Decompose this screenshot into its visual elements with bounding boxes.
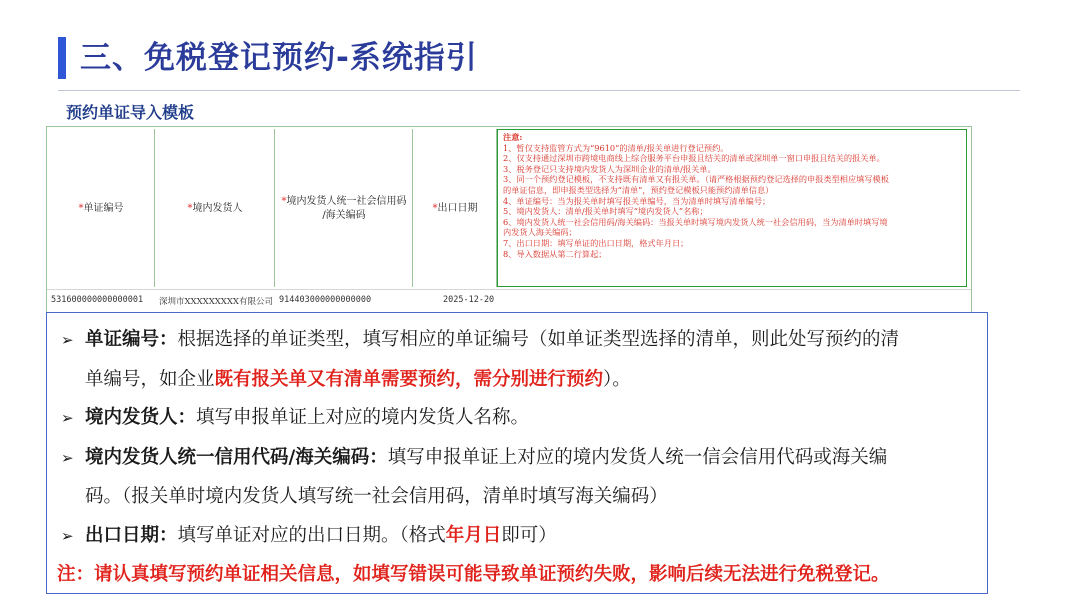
page-title: 三、免税登记预约-系统指引 bbox=[80, 40, 478, 76]
explain-shipper: ➢ 境内发货人：填写申报单证上对应的境内发货人名称。 bbox=[61, 405, 529, 431]
template-notes bbox=[497, 129, 967, 287]
arrow-bullet-icon: ➢ bbox=[61, 331, 74, 349]
explain-doc-no-cont: 单编号，如企业既有报关单又有清单需要预约，需分别进行预约）。 bbox=[85, 369, 631, 390]
explain-credit-code: ➢ 境内发货人统一信用代码/海关编码：填写申报单证上对应的境内发货人统一信会信用代码或海关编 bbox=[61, 445, 887, 471]
explain-export-date: ➢ 出口日期：填写单证对应的出口日期。（格式年月日即可） bbox=[61, 523, 557, 549]
sample-data-row bbox=[47, 289, 971, 312]
header-credit-code: *境内发货人统一社会信用码 /海关编码 bbox=[281, 196, 407, 221]
note-line: 3、税务登记只支持境内发货人为深圳企业的清单/报关单。 bbox=[503, 163, 716, 174]
date-format-highlight: 年月日 bbox=[445, 525, 502, 546]
header-shipper: * 境内发货人 bbox=[187, 203, 243, 214]
note-line: 2、仅支持通过深圳市跨境电商线上综合服务平台申报且结关的清单或深圳单一窗口申报且结关的报关单。 bbox=[503, 153, 885, 164]
note-line: 7、出口日期：填写单证的出口日期，格式年月日； bbox=[503, 237, 689, 248]
note-line: 8、导入数据从第二行算起； bbox=[503, 248, 607, 259]
header-doc-no: * 单证编号 bbox=[78, 203, 124, 214]
note-line: 的单证信息，即申报类型选择为“清单”，预约登记模板只能预约清单信息） bbox=[503, 184, 774, 195]
note-line: 内发货人海关编码； bbox=[503, 227, 577, 238]
sample-export-date: 2025-12-20 bbox=[443, 295, 495, 305]
warning-note: 注：请认真填写预约单证相关信息，如填写错误可能导致单证预约失败，影响后续无法进行免税登记。 bbox=[57, 564, 890, 585]
sample-doc-no: 531600000000000001 bbox=[51, 295, 144, 305]
arrow-bullet-icon: ➢ bbox=[61, 449, 74, 467]
import-template-table bbox=[46, 126, 972, 314]
note-line: 5、境内发货人：清单/报关单时填写“境内发货人”名称； bbox=[503, 206, 708, 217]
sample-shipper: 深圳市XXXXXXXXX有限公司 bbox=[159, 297, 273, 307]
arrow-bullet-icon: ➢ bbox=[61, 527, 74, 545]
note-line: 3、同一个预约登记模板，不支持既有清单又有报关单。（请严格根据预约登记选择的申报类型相应填写模板 bbox=[503, 174, 889, 185]
title-accent-bar bbox=[58, 37, 66, 79]
notes-heading: 注意: bbox=[503, 132, 523, 142]
title-divider bbox=[58, 90, 1020, 91]
arrow-bullet-icon: ➢ bbox=[61, 409, 74, 427]
sample-credit-code: 914403000000000000 bbox=[279, 295, 372, 305]
section-subtitle: 预约单证导入模板 bbox=[66, 103, 195, 122]
note-line: 6、境内发货人统一社会信用码/海关编码：当报关单时填写境内发货人统一社会信用码，当为清单时填写境 bbox=[503, 216, 888, 227]
header-export-date: * 出口日期 bbox=[432, 203, 478, 214]
doc-no-highlight: 既有报关单又有清单需要预约，需分别进行预约 bbox=[214, 369, 604, 390]
explain-credit-code-cont: 码。（报关单时境内发货人填写统一社会信用码，清单时填写海关编码） bbox=[85, 486, 668, 507]
explain-doc-no: ➢ 单证编号：根据选择的单证类型，填写相应的单证编号（如单证类型选择的清单，则此处写预约的清 bbox=[61, 327, 899, 353]
note-line: 4、单证编号：当为报关单时填写报关单编号，当为清单时填写清单编号； bbox=[503, 195, 771, 206]
field-explanation-box bbox=[46, 312, 988, 594]
note-line: 1、暂仅支持监管方式为“9610”的清单/报关单进行登记预约。 bbox=[503, 142, 729, 153]
